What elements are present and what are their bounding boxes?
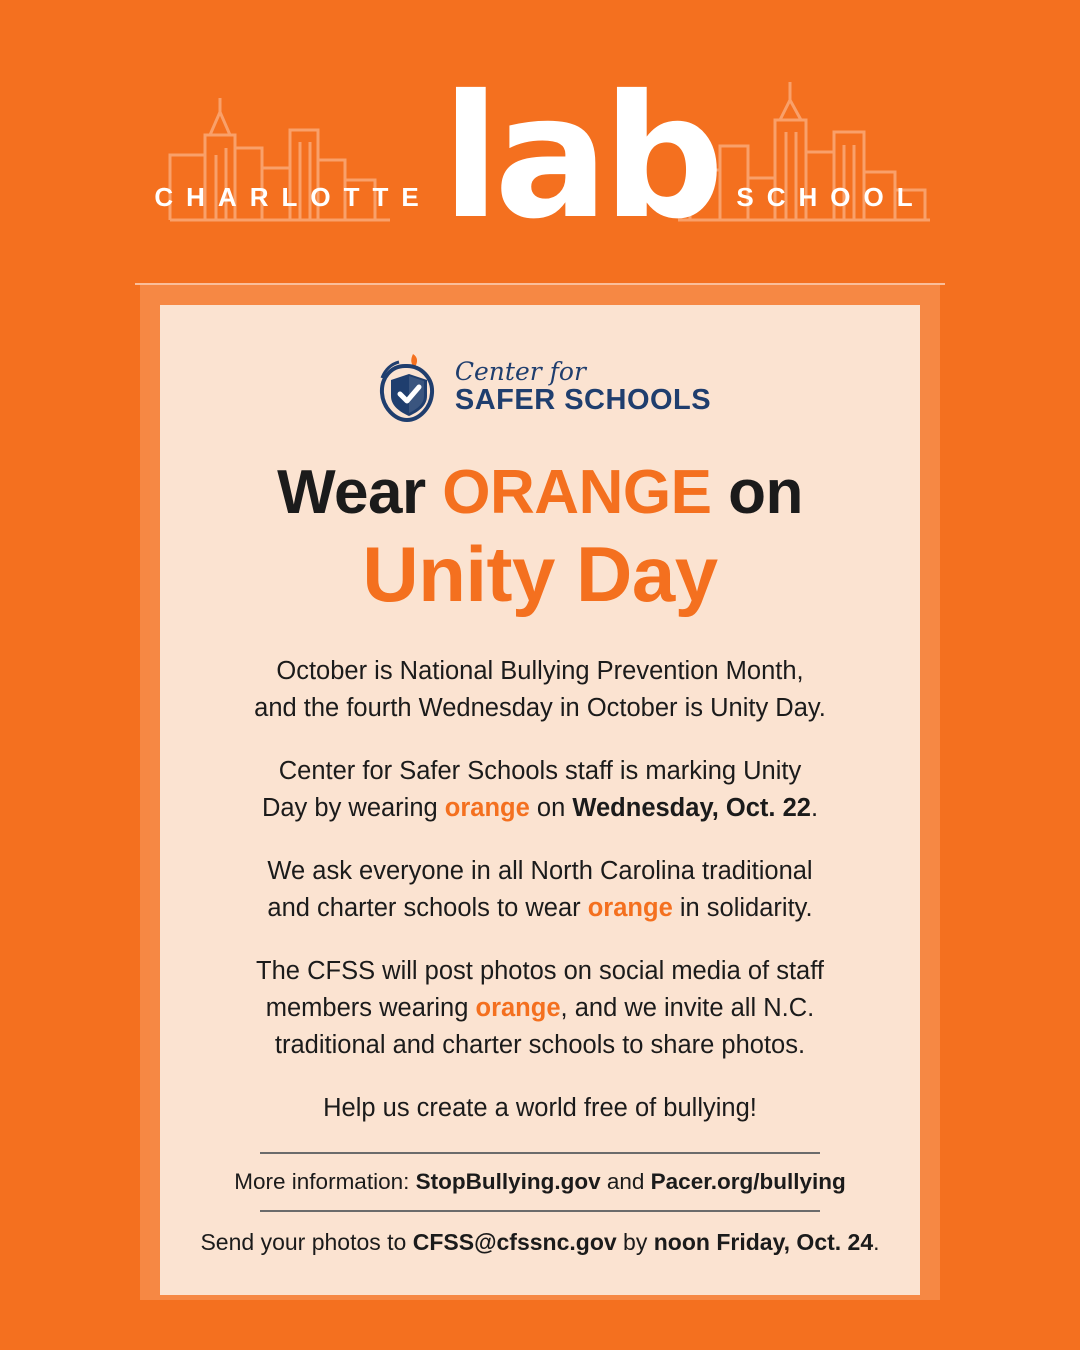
- headline: [200, 458, 880, 619]
- p2-line2-b: on: [529, 793, 573, 822]
- p2-date: Wednesday, Oct. 22: [572, 793, 811, 822]
- p4-orange: orange: [475, 993, 561, 1022]
- page-header: [0, 0, 1080, 285]
- footer-divider-top: [260, 1152, 820, 1154]
- paragraph-4: [200, 953, 880, 1064]
- p2-orange: orange: [444, 793, 530, 822]
- send-deadline: noon Friday, Oct. 24: [653, 1228, 874, 1255]
- send-mid: by: [616, 1228, 654, 1255]
- info-and: and: [600, 1169, 651, 1195]
- send-photos-line: [200, 1226, 880, 1258]
- cfss-line2: SAFER SCHOOLS: [454, 384, 712, 417]
- headline-part1: Wear: [277, 458, 443, 527]
- flyer-card: [160, 305, 920, 1295]
- logo-word-school: SCHOOL: [736, 182, 926, 212]
- p4-line3: traditional and charter schools to share photos.: [274, 1030, 806, 1059]
- more-information-line: [200, 1166, 880, 1198]
- p3-line1: We ask everyone in all North Carolina traditional: [267, 856, 813, 885]
- p5-text: Help us create a world free of bullying!: [323, 1093, 757, 1122]
- p2-line1: Center for Safer Schools staff is marking Unity: [278, 756, 802, 785]
- p3-orange: orange: [587, 893, 673, 922]
- charlotte-skyline-icon: [130, 58, 950, 257]
- p4-line2-b: , and we invite all N.C.: [560, 993, 815, 1022]
- p1-line1: October is National Bullying Prevention Month,: [276, 656, 804, 685]
- p3-line2-b: in solidarity.: [672, 893, 813, 922]
- apple-shield-icon: [369, 348, 445, 428]
- paragraph-5: [200, 1090, 880, 1127]
- footer-divider-bottom: [260, 1210, 820, 1212]
- p4-line2-a: members wearing: [265, 993, 476, 1022]
- cfss-email-link[interactable]: CFSS@cfssnc.gov: [412, 1228, 617, 1255]
- headline-line2: Unity Day: [362, 530, 718, 619]
- logo-word-lab: lab: [441, 58, 719, 257]
- p2-line2-a: Day by wearing: [261, 793, 445, 822]
- logo-word-charlotte: CHARLOTTE: [154, 182, 432, 212]
- send-prefix: Send your photos to: [200, 1228, 413, 1255]
- send-end: .: [873, 1228, 880, 1255]
- headline-orange: ORANGE: [442, 458, 712, 527]
- p1-line2: and the fourth Wednesday in October is Unity Day.: [254, 693, 826, 722]
- headline-part3: on: [711, 458, 803, 527]
- p2-period: .: [810, 793, 819, 822]
- cfss-line1: Center for: [454, 357, 586, 387]
- paragraph-1: [200, 653, 880, 727]
- p4-line1: The CFSS will post photos on social media of staff: [256, 956, 824, 985]
- paragraph-2: [200, 753, 880, 827]
- paragraph-3: [200, 853, 880, 927]
- pacer-link[interactable]: Pacer.org/bullying: [650, 1169, 846, 1195]
- info-prefix: More information:: [234, 1169, 416, 1195]
- body-copy: [200, 653, 880, 1127]
- cfss-logo: [200, 335, 880, 440]
- stopbullying-link[interactable]: StopBullying.gov: [415, 1169, 601, 1195]
- p3-line2-a: and charter schools to wear: [267, 893, 588, 922]
